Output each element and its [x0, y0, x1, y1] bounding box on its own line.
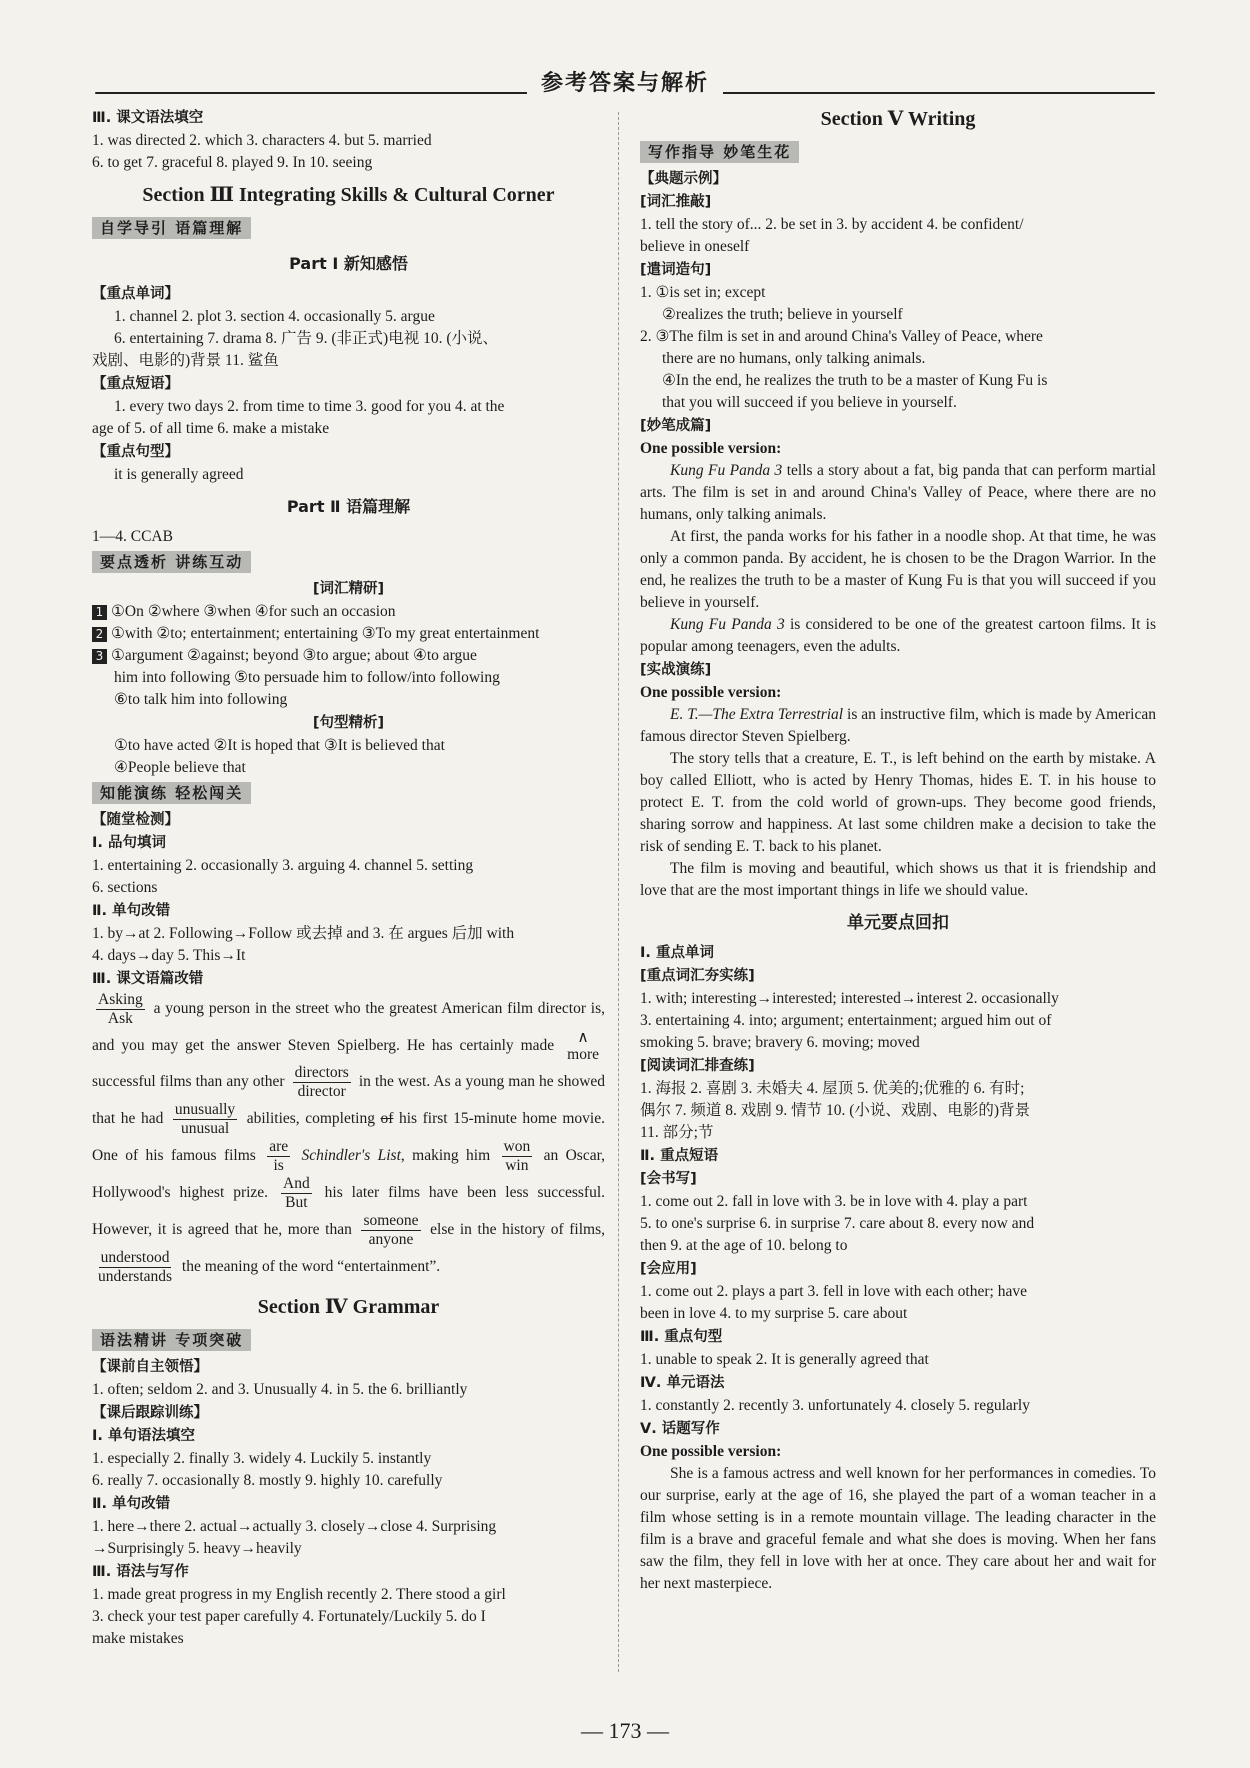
answer-line: 5. to one's surprise 6. in surprise 7. care about 8. every now and	[640, 1215, 1035, 1232]
part-title: Part Ⅰ 新知感悟	[289, 254, 408, 273]
answer-line: 6. really 7. occasionally 8. mostly 9. highly 10. carefully	[92, 1472, 443, 1490]
answer-line: 1. entertaining 2. occasionally 3. arguing 4. channel 5. setting	[92, 857, 474, 874]
answer-line: ②realizes the truth; believe in yourself	[662, 306, 903, 323]
subheading: [实战演练]	[640, 662, 712, 678]
answer-line: make mistakes	[92, 1630, 184, 1648]
part-title: Part Ⅱ 语篇理解	[286, 497, 411, 516]
section-banner: 写作指导 妙笔生花	[640, 141, 799, 163]
insertion-mark: ∧ more	[567, 1028, 600, 1064]
heading: Ⅰ. 单句语法填空	[92, 1428, 195, 1445]
answer-line: it is generally agreed	[114, 466, 244, 483]
answer-line: 6. to get 7. graceful 8. played 9. In 10. seeing	[92, 154, 373, 171]
heading: Ⅰ. 品句填词	[92, 835, 166, 851]
page-header	[95, 66, 1155, 100]
subheading: [会书写]	[640, 1171, 697, 1187]
answer-line: →Surprisingly 5. heavy→heavily	[92, 1540, 302, 1558]
answer-line: him into following ⑤to persuade him to follow/into following	[114, 669, 500, 686]
answer-line: 戏剧、电影的)背景 11. 鲨鱼	[92, 352, 279, 369]
subheading: [会应用]	[640, 1261, 697, 1277]
subheading: [遣词造句]	[640, 262, 712, 278]
answer-line: 3 ①argument ②against; beyond ③to argue; about ④to argue	[92, 645, 605, 667]
correction: understood understands	[98, 1249, 173, 1286]
heading: 【重点单词】	[92, 286, 179, 302]
answer-line: then 9. at the age of 10. belong to	[640, 1237, 848, 1254]
answer-line: 1. by→at 2. Following→Follow 或去掉 and 3. 在 argues 后加 with	[92, 925, 515, 942]
answer-line: 1. unable to speak 2. It is generally agreed that	[640, 1351, 929, 1368]
essay-paragraph: She is a famous actress and well known for her performances in comedies. To our surprise, early at the age of 16, she played the part of a woman teacher in a film whose setting is in a remote mountain village. The leading character in the film is a brave and graceful female and what she does is moving. When her fans saw the film, they fell in love with her at once. They care about her and wait for her next masterpiece.	[640, 1465, 1156, 1592]
heading: 【随堂检测】	[92, 812, 179, 828]
answer-line: 4. days→day 5. This→It	[92, 947, 246, 964]
answer-line: 3. check your test paper carefully 4. Fortunately/Luckily 5. do I	[92, 1608, 486, 1626]
section-title: Section Ⅲ Integrating Skills & Cultural Corner	[142, 184, 555, 206]
answer-line: 偶尔 7. 频道 8. 戏剧 9. 情节 10. (小说、戏剧、电影的)背景	[640, 1102, 1031, 1119]
answer-line: ①to have acted ②It is hoped that ③It is believed that	[114, 737, 445, 754]
answer-line: 3. entertaining 4. into; argument; entertainment; argued him out of	[640, 1012, 1052, 1029]
part-title: 单元要点回扣	[847, 913, 949, 933]
answer-line: 1—4. CCAB	[92, 528, 173, 545]
heading: Ⅱ. 单句改错	[92, 903, 171, 919]
answer-line: ④People believe that	[114, 759, 246, 776]
essay-paragraph: Kung Fu Panda 3 is considered to be one of the greatest cartoon films. It is popular among teenagers, even the adults.	[640, 616, 1157, 655]
answer-line: 11. 部分;节	[640, 1124, 714, 1141]
section-banner: 要点透析 讲练互动	[92, 551, 251, 573]
heading: Ⅲ. 课文语篇改错	[92, 971, 204, 987]
answer-line: 1. come out 2. plays a part 3. fell in love with each other; have	[640, 1283, 1027, 1300]
correction: won win	[503, 1138, 531, 1175]
heading: 【典题示例】	[640, 171, 727, 187]
heading: 【重点短语】	[92, 376, 179, 392]
version-label: One possible version:	[640, 440, 782, 457]
answer-line: 1. channel 2. plot 3. section 4. occasionally 5. argue	[114, 308, 435, 325]
answer-line: ④In the end, he realizes the truth to be a master of Kung Fu is	[662, 372, 1048, 389]
answer-line: 1. come out 2. fall in love with 3. be in love with 4. play a part	[640, 1193, 1028, 1210]
answer-line: smoking 5. brave; bravery 6. moving; moved	[640, 1034, 920, 1051]
answer-line: 1. tell the story of... 2. be set in 3. by accident 4. be confident/	[640, 216, 1024, 233]
heading: 【课前自主领悟】	[92, 1359, 208, 1376]
answer-line: 6. entertaining 7. drama 8. 广告 9. (非正式)电视 10. (小说、	[114, 330, 498, 347]
heading: Ⅲ. 课文语法填空	[92, 110, 204, 126]
correction: And But	[283, 1175, 310, 1212]
section-banner: 自学导引 语篇理解	[92, 217, 251, 239]
heading: 【课后跟踪训练】	[92, 1405, 208, 1422]
heading: Ⅳ. 单元语法	[640, 1375, 725, 1391]
correction: are is	[269, 1138, 289, 1175]
answer-line: 1. often; seldom 2. and 3. Unusually 4. in 5. the 6. brilliantly	[92, 1381, 468, 1399]
subheading: [妙笔成篇]	[640, 418, 712, 434]
essay-paragraph: Kung Fu Panda 3 tells a story about a fat, big panda that can perform martial arts. The film is set in and around China's Valley of Peace, where there are no humans, only talking animals.	[640, 462, 1156, 523]
answer-line: believe in oneself	[640, 238, 750, 255]
answer-line: 6. sections	[92, 879, 158, 896]
answer-line: 1. was directed 2. which 3. characters 4. but 5. married	[92, 132, 432, 149]
heading: Ⅱ. 单句改错	[92, 1496, 171, 1513]
heading: Ⅲ. 重点句型	[640, 1329, 723, 1345]
heading: 【重点句型】	[92, 444, 179, 460]
number-badge: 1	[92, 605, 107, 620]
section-title: Section Ⅳ Grammar	[257, 1296, 440, 1319]
answer-line: there are no humans, only talking animals.	[662, 350, 926, 367]
answer-line: 2 ①with ②to; entertainment; entertaining ③To my great entertainment	[92, 623, 605, 645]
version-label: One possible version:	[640, 1443, 782, 1460]
essay-paragraph: The film is moving and beautiful, which shows us that it is friendship and love that are the most important things in life we should value.	[640, 860, 1156, 899]
left-column	[92, 106, 605, 1650]
answer-line: been in love 4. to my surprise 5. care about	[640, 1305, 908, 1322]
answer-line: 1. made great progress in my English recently 2. There stood a girl	[92, 1586, 506, 1604]
subheading: [词汇精研]	[312, 581, 385, 597]
answer-line: 1. ①is set in; except	[640, 284, 766, 301]
correction: Asking Ask	[98, 991, 143, 1027]
heading: Ⅰ. 重点单词	[640, 945, 714, 961]
page-number: — 173 —	[581, 1718, 669, 1743]
subheading: [阅读词汇排查练]	[640, 1058, 755, 1074]
essay-paragraph: E. T.—The Extra Terrestrial is an instructive film, which is made by American famous director Steven Spielberg.	[640, 706, 1156, 745]
version-label: One possible version:	[640, 684, 782, 701]
subheading: [句型精析]	[312, 715, 385, 731]
answer-line: that you will succeed if you believe in yourself.	[662, 394, 957, 411]
correction: directors director	[294, 1064, 349, 1101]
answer-line: 1. every two days 2. from time to time 3. good for you 4. at the	[114, 398, 505, 415]
answer-line: 2. ③The film is set in and around China's Valley of Peace, where	[640, 328, 1043, 345]
header-title: 参考答案与解析	[527, 71, 723, 96]
deletion-mark: of	[380, 1110, 394, 1128]
heading: Ⅲ. 语法与写作	[92, 1564, 189, 1581]
essay-paragraph: At first, the panda works for his father in a noodle shop. At that time, he was only a common panda. By accident, he is chosen to be the Dragon Warrior. In the end, he realizes the truth to be a master of Kung Fu is that you will succeed if you believe in yourself.	[640, 528, 1156, 611]
essay-paragraph: The story tells that a creature, E. T., is left behind on the earth by mistake. A boy called Elliott, who is acted by Henry Thomas, hides E. T. in his house to protect E. T. from the cold world of grown-ups. They become good friends, sharing sorrow and happiness. At last some children make a decision to take the risk of sending E. T. back to his planet.	[640, 750, 1156, 855]
section-banner: 语法精讲 专项突破	[92, 1329, 251, 1351]
number-badge: 2	[92, 627, 107, 642]
answer-line: 1. constantly 2. recently 3. unfortunately 4. closely 5. regularly	[640, 1397, 1030, 1414]
answer-line: 1. especially 2. finally 3. widely 4. Luckily 5. instantly	[92, 1450, 432, 1468]
answer-line: 1 ①On ②where ③when ④for such an occasion	[92, 601, 605, 623]
answer-line: 1. here→there 2. actual→actually 3. closely→close 4. Surprising	[92, 1518, 497, 1536]
correction: unusually unusual	[174, 1101, 236, 1138]
number-badge: 3	[92, 649, 107, 664]
subheading: [重点词汇夯实练]	[640, 968, 755, 984]
column-divider	[618, 112, 620, 1672]
correction: someone anyone	[363, 1212, 419, 1249]
answer-line: age of 5. of all time 6. make a mistake	[92, 420, 330, 437]
answer-line: 1. with; interesting→interested; interested→interest 2. occasionally	[640, 990, 1059, 1007]
error-correction-passage: Asking Ask a young person in the street who the greatest American film director is, and you may get the answer Steven Spielberg. He has certainly made ∧ more successful films than any other directors director in the west. As a young man he showed that he had unusually unusual abilities, completing of his first 15-minute home movie. One of his famous films are is Schindler's List, making him won win an Oscar, Hollywood's highest prize. And But his later films have been less successful. However, it is agreed that he, more than someone anyone else in the history of films, understood understands the meaning of the word “entertainment”.	[92, 991, 606, 1286]
right-column	[640, 106, 1156, 1595]
section-title: Section Ⅴ Writing	[820, 108, 976, 130]
section-banner: 知能演练 轻松闯关	[92, 782, 251, 804]
heading: Ⅴ. 话题写作	[640, 1421, 720, 1437]
answer-line: 1. 海报 2. 喜剧 3. 未婚夫 4. 屋顶 5. 优美的;优雅的 6. 有时;	[640, 1080, 1025, 1097]
answer-line: ⑥to talk him into following	[114, 691, 288, 708]
subheading: [词汇推敲]	[640, 194, 712, 210]
heading: Ⅱ. 重点短语	[640, 1148, 719, 1164]
